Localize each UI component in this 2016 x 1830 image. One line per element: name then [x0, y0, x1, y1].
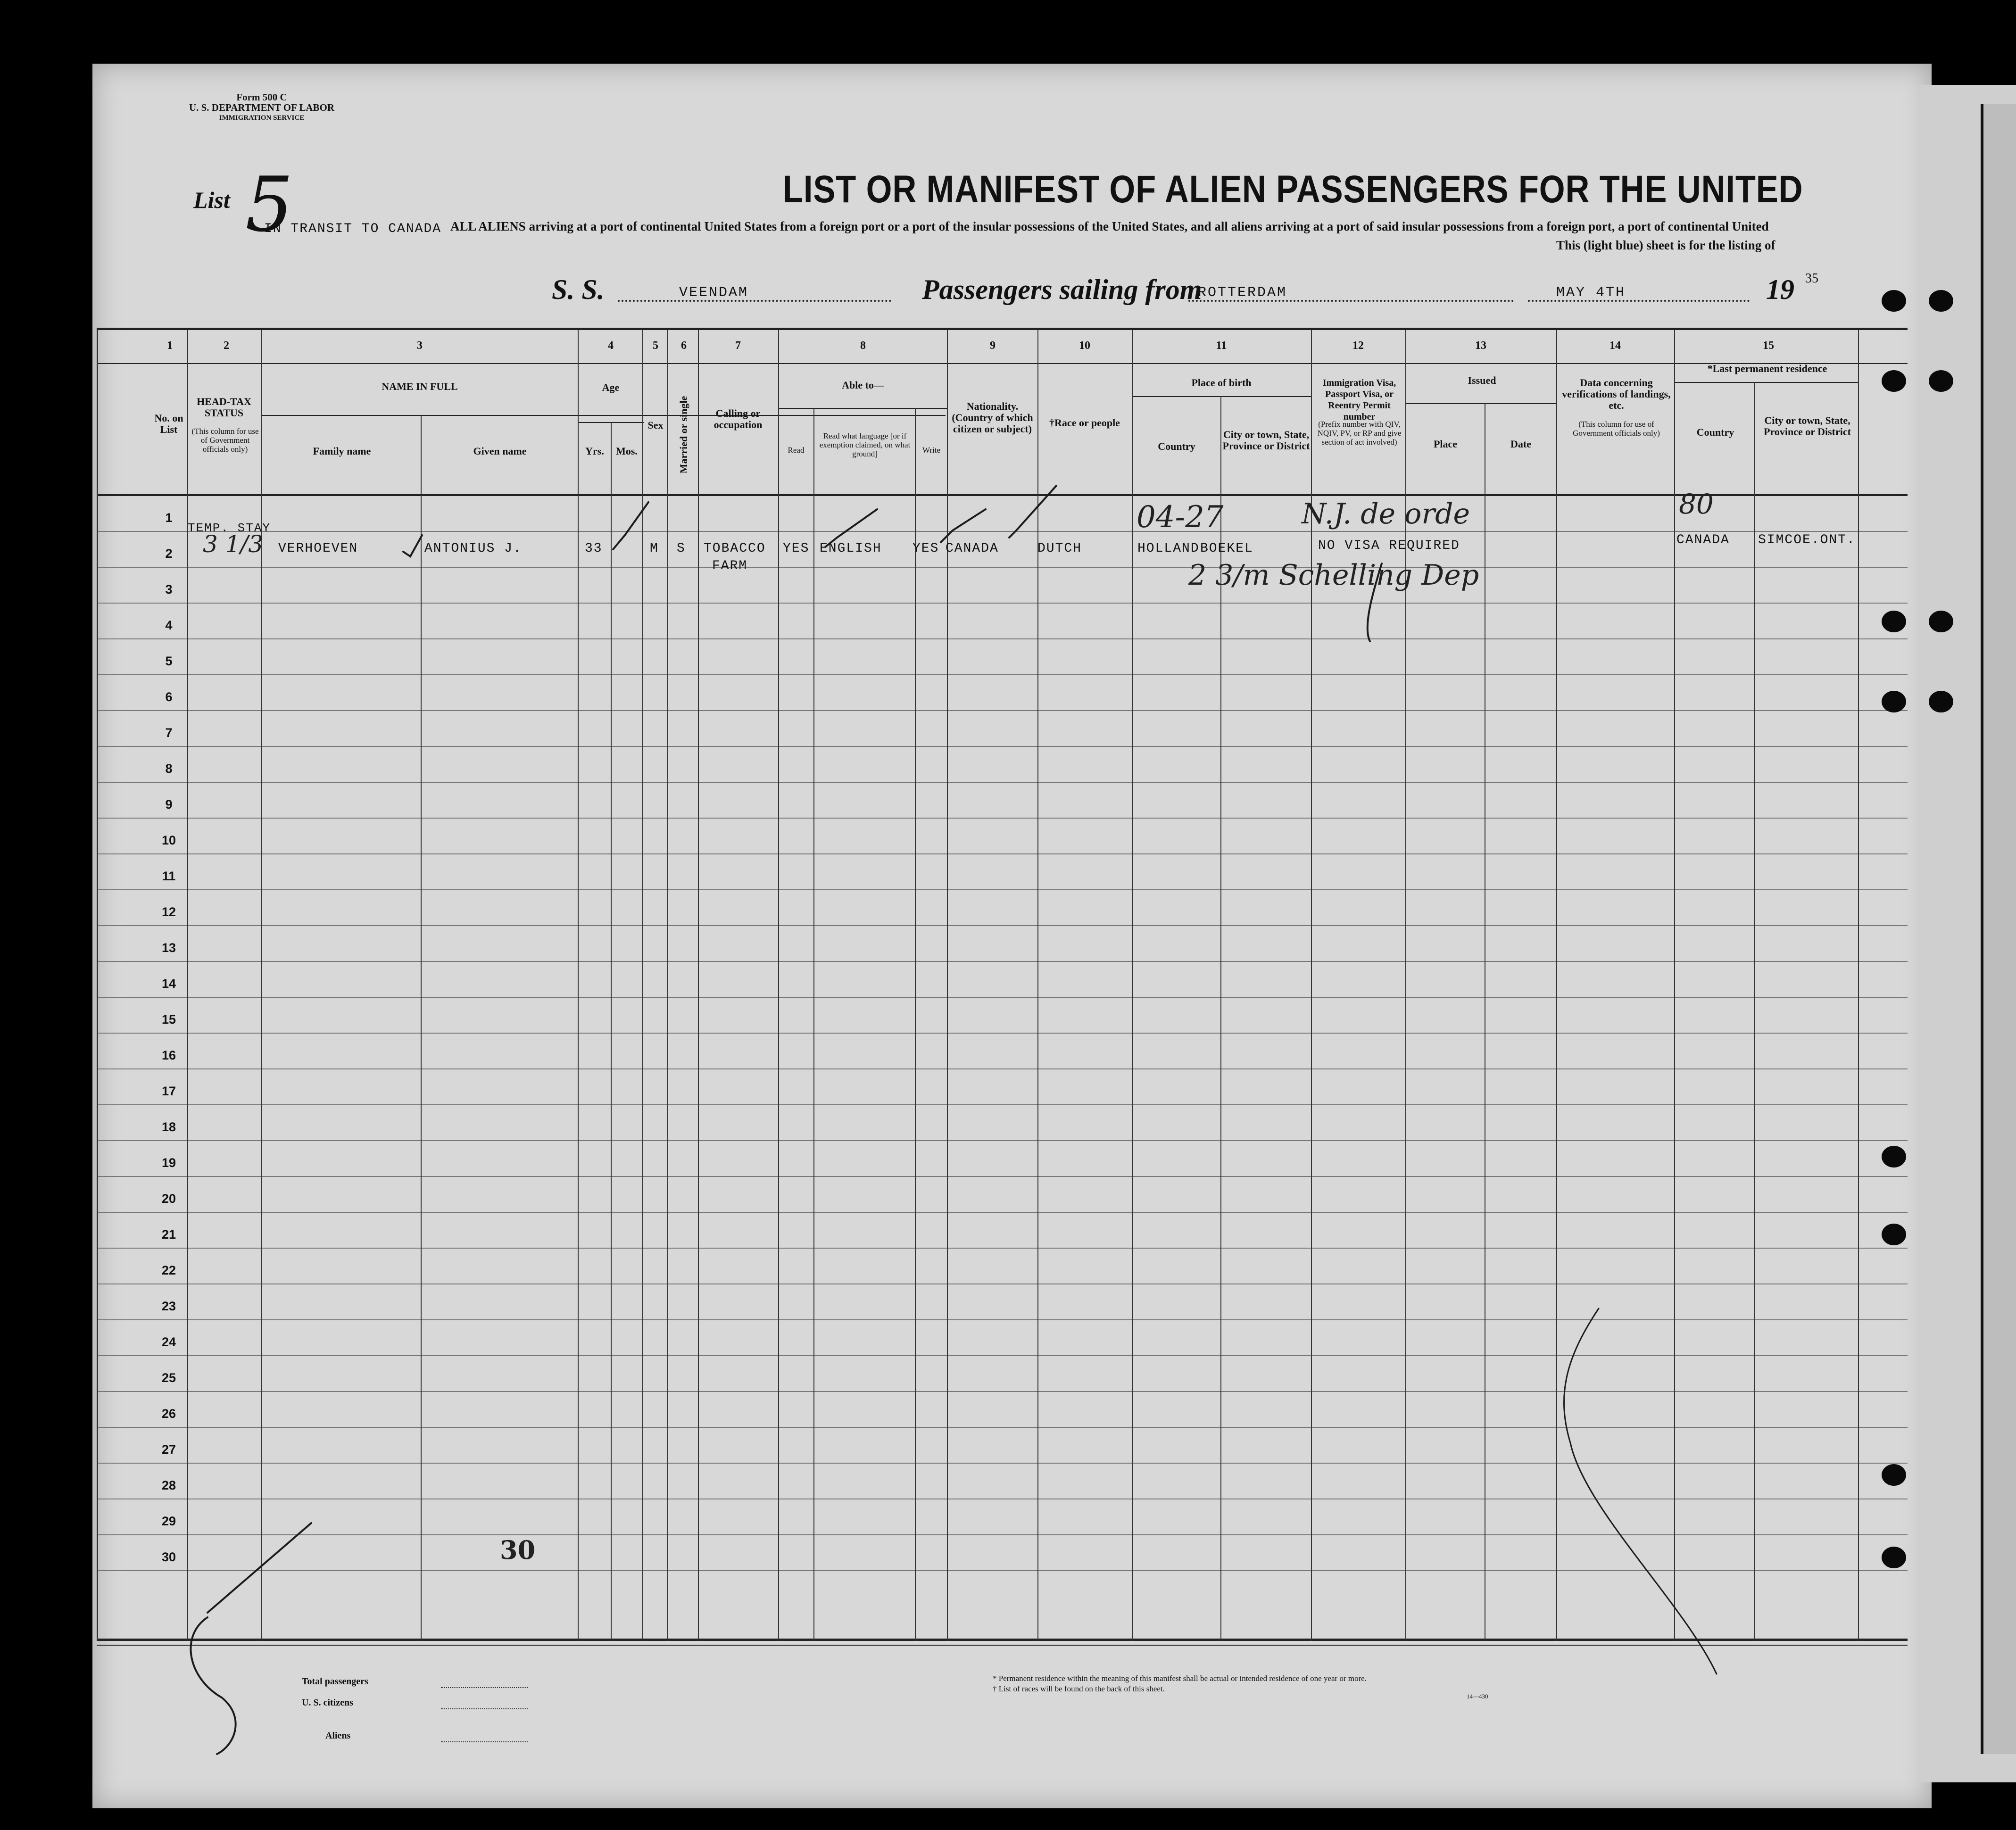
- print-code: 14—430: [1467, 1693, 1488, 1700]
- row-number: 17: [161, 1084, 176, 1098]
- form-number: Form 500 C: [236, 91, 287, 103]
- colnum-11: 11: [1216, 340, 1227, 352]
- punch-hole: [1882, 290, 1906, 312]
- colnum-8: 8: [860, 340, 866, 352]
- handwritten-page-count: 30: [500, 1535, 536, 1565]
- row-number: 21: [161, 1227, 176, 1242]
- header-data-concerning: Data concerning verifications of landings, etc.: [1562, 377, 1671, 411]
- header-birth-city: City or town, State, Province or District: [1222, 429, 1310, 452]
- entry-res-city: SIMCOE.ONT.: [1758, 533, 1856, 547]
- entry-given-name: ANTONIUS J.: [424, 541, 522, 556]
- header-name-in-full: NAME IN FULL: [382, 381, 458, 392]
- row-number: 28: [161, 1478, 176, 1492]
- colnum-9: 9: [990, 340, 996, 352]
- footer-total-label: Total passengers: [302, 1676, 368, 1687]
- pen-stroke-slash: [207, 1523, 311, 1613]
- colnum-12: 12: [1352, 340, 1364, 352]
- header-mos: Mos.: [616, 445, 638, 457]
- list-number: 5: [245, 160, 293, 248]
- sailing-label: Passengers sailing from: [922, 274, 1202, 305]
- header-given-name: Given name: [473, 445, 527, 457]
- colnum-7: 7: [735, 340, 741, 352]
- header-data-note: (This column for use of Government officials only): [1573, 420, 1660, 438]
- check-mark-race: [1009, 486, 1056, 538]
- row-number: 12: [161, 905, 176, 919]
- header-place-of-birth: Place of birth: [1191, 377, 1252, 389]
- header-write: Write: [922, 446, 941, 455]
- row-number: 13: [161, 941, 176, 955]
- row-number: 14: [161, 977, 176, 991]
- punch-hole: [1882, 1464, 1906, 1486]
- row-number: 6: [165, 690, 173, 704]
- colnum-14: 14: [1609, 340, 1621, 352]
- ss-label: S. S.: [552, 274, 605, 305]
- page-title: LIST OR MANIFEST OF ALIEN PASSENGERS FOR THE UNITED: [783, 168, 1803, 211]
- entry-married: S: [677, 541, 686, 556]
- entry-birth-city: BOEKEL: [1200, 541, 1253, 556]
- entry-family-name: VERHOEVEN: [278, 541, 358, 556]
- pen-stroke-visa: [1368, 563, 1382, 641]
- entry-sex: M: [650, 541, 659, 556]
- footer-citizens-label: U. S. citizens: [302, 1698, 353, 1708]
- row-number: 18: [161, 1120, 176, 1134]
- year-suffix: 35: [1805, 271, 1818, 286]
- colnum-15: 15: [1763, 340, 1774, 352]
- ship-name: VEENDAM: [679, 285, 749, 301]
- header-nationality: Nationality. (Country of which citizen or subject): [952, 400, 1033, 435]
- check-mark-age: [613, 502, 648, 549]
- entry-nationality: CANADA: [946, 541, 999, 556]
- punch-hole: [1882, 370, 1906, 392]
- port-name: ROTTERDAM: [1198, 285, 1287, 301]
- row-number: 30: [161, 1550, 176, 1564]
- row-number: 4: [165, 618, 173, 632]
- entry-occupation-2: FARM: [712, 559, 748, 573]
- punch-hole: [1882, 1146, 1906, 1168]
- header-issued: Issued: [1468, 374, 1496, 386]
- row-number: 15: [161, 1012, 176, 1027]
- footer-aliens-line: [441, 1741, 528, 1742]
- header-birth-country: Country: [1158, 440, 1195, 452]
- row-number: 22: [161, 1263, 176, 1277]
- punch-hole: [1882, 611, 1906, 632]
- punch-hole: [1929, 370, 1953, 392]
- punch-hole: [1882, 1547, 1906, 1568]
- colnum-1: 1: [167, 340, 173, 352]
- list-label: List: [193, 187, 230, 213]
- row-number: 8: [165, 762, 173, 776]
- row-number: 23: [161, 1299, 176, 1313]
- entry-birth-country: HOLLAND: [1137, 541, 1200, 556]
- header-sex: Sex: [647, 419, 664, 431]
- row-number: 20: [161, 1192, 176, 1206]
- colnum-5: 5: [653, 340, 658, 352]
- handwritten-5: [191, 1617, 235, 1754]
- colnum-13: 13: [1475, 340, 1486, 352]
- check-mark-nationality: [941, 509, 986, 542]
- row-number: 19: [161, 1156, 176, 1170]
- row-number: 1: [165, 511, 173, 525]
- pen-stroke-long: [1564, 1308, 1717, 1674]
- entry-read: YES: [783, 541, 810, 556]
- handwritten-code: 04-27: [1137, 500, 1224, 535]
- punch-hole: [1929, 290, 1953, 312]
- header-issued-place: Place: [1433, 438, 1458, 450]
- colnum-3: 3: [417, 340, 423, 352]
- check-mark-name: [403, 535, 422, 556]
- footnote-residence: * Permanent residence within the meaning of this manifest shall be actual or intended residence of one year or more.: [993, 1674, 1367, 1683]
- colnum-6: 6: [681, 340, 687, 352]
- header-head-tax-note: (This column for use of Government officials only): [191, 427, 259, 454]
- header-family-name: Family name: [313, 445, 371, 457]
- handwritten-note-2: 2 3/m Schelling Dep: [1188, 559, 1479, 592]
- header-visa: Immigration Visa, Passport Visa, or Reentry Permit number: [1322, 378, 1396, 422]
- header-able-to: Able to—: [842, 379, 884, 391]
- header-race: †Race or people: [1049, 417, 1120, 429]
- punch-hole: [1929, 691, 1953, 712]
- year-prefix: 19: [1766, 274, 1794, 305]
- colnum-2: 2: [224, 340, 229, 352]
- footer-aliens-label: Aliens: [325, 1731, 351, 1741]
- entry-language: ENGLISH: [820, 541, 882, 556]
- colnum-10: 10: [1079, 340, 1090, 352]
- entry-race: DUTCH: [1037, 541, 1082, 556]
- subtitle-line1: ALL ALIENS arriving at a port of continental United States from a foreign port or a port of the insular possessions of the United States, and all aliens arriving at a port of said insular possessions from a foreign port, a port of continental United: [450, 219, 1769, 233]
- header-age: Age: [602, 381, 620, 393]
- punch-hole: [1882, 691, 1906, 712]
- header-visa-note: (Prefix number with QIV, NQIV, PV, or RP and give section of act involved): [1317, 420, 1402, 447]
- row-number: 2: [165, 547, 173, 561]
- row-number: 9: [165, 797, 173, 811]
- row-number: 10: [161, 833, 176, 847]
- row-number: 24: [161, 1335, 176, 1349]
- row-number: 29: [161, 1514, 176, 1528]
- header-res-country: Country: [1696, 426, 1734, 438]
- header-read: Read: [788, 446, 805, 455]
- check-mark-language: [825, 509, 877, 547]
- row-number: 5: [165, 654, 173, 668]
- header-res-city: City or town, State, Province or District: [1764, 414, 1851, 438]
- row-number: 26: [161, 1407, 176, 1421]
- handwritten-note-1: N.J. de orde: [1302, 497, 1470, 530]
- entry-res-country: CANADA: [1676, 533, 1730, 547]
- row-number: 3: [165, 582, 173, 596]
- punch-hole: [1929, 611, 1953, 632]
- entry-write: YES: [913, 541, 939, 556]
- header-yrs: Yrs.: [585, 445, 604, 457]
- row-number: 25: [161, 1371, 176, 1385]
- entry-visa: NO VISA REQUIRED: [1318, 538, 1460, 553]
- row-number: 7: [165, 726, 173, 740]
- punch-hole: [1882, 1224, 1906, 1245]
- entry-head-tax-hand: 3 1/3: [203, 530, 264, 558]
- row-number: 16: [161, 1048, 176, 1062]
- subtitle-line2: This (light blue) sheet is for the listing of: [1556, 238, 1775, 252]
- header-head-tax: HEAD-TAX STATUS: [197, 396, 251, 419]
- sailing-date: MAY 4TH: [1556, 285, 1626, 301]
- header-married: Married or single: [678, 396, 689, 474]
- entry-occupation-1: TOBACCO: [704, 541, 766, 556]
- entry-age-yrs: 33: [585, 541, 603, 556]
- header-last-residence: *Last permanent residence: [1707, 363, 1827, 374]
- header-calling: Calling or occupation: [713, 407, 763, 431]
- transit-note: IN TRANSIT TO CANADA: [264, 222, 442, 236]
- row-number: 27: [161, 1442, 176, 1457]
- entry-head-tax: TEMP. STAY: [188, 521, 271, 535]
- header-no-on-list: No. on List: [154, 412, 183, 435]
- footer-citizens-line: [441, 1708, 528, 1709]
- service: IMMIGRATION SERVICE: [219, 114, 305, 122]
- row-number: 11: [162, 869, 176, 883]
- footer-total-line: [441, 1687, 528, 1688]
- header-issued-date: Date: [1510, 438, 1531, 450]
- handwritten-res-mark: 80: [1679, 488, 1714, 520]
- header-read-language: Read what language [or if exemption claimed, on what ground]: [819, 431, 911, 458]
- footnote-races: † List of races will be found on the back of this sheet.: [993, 1684, 1165, 1693]
- department: U. S. DEPARTMENT OF LABOR: [189, 102, 335, 113]
- colnum-4: 4: [608, 340, 614, 352]
